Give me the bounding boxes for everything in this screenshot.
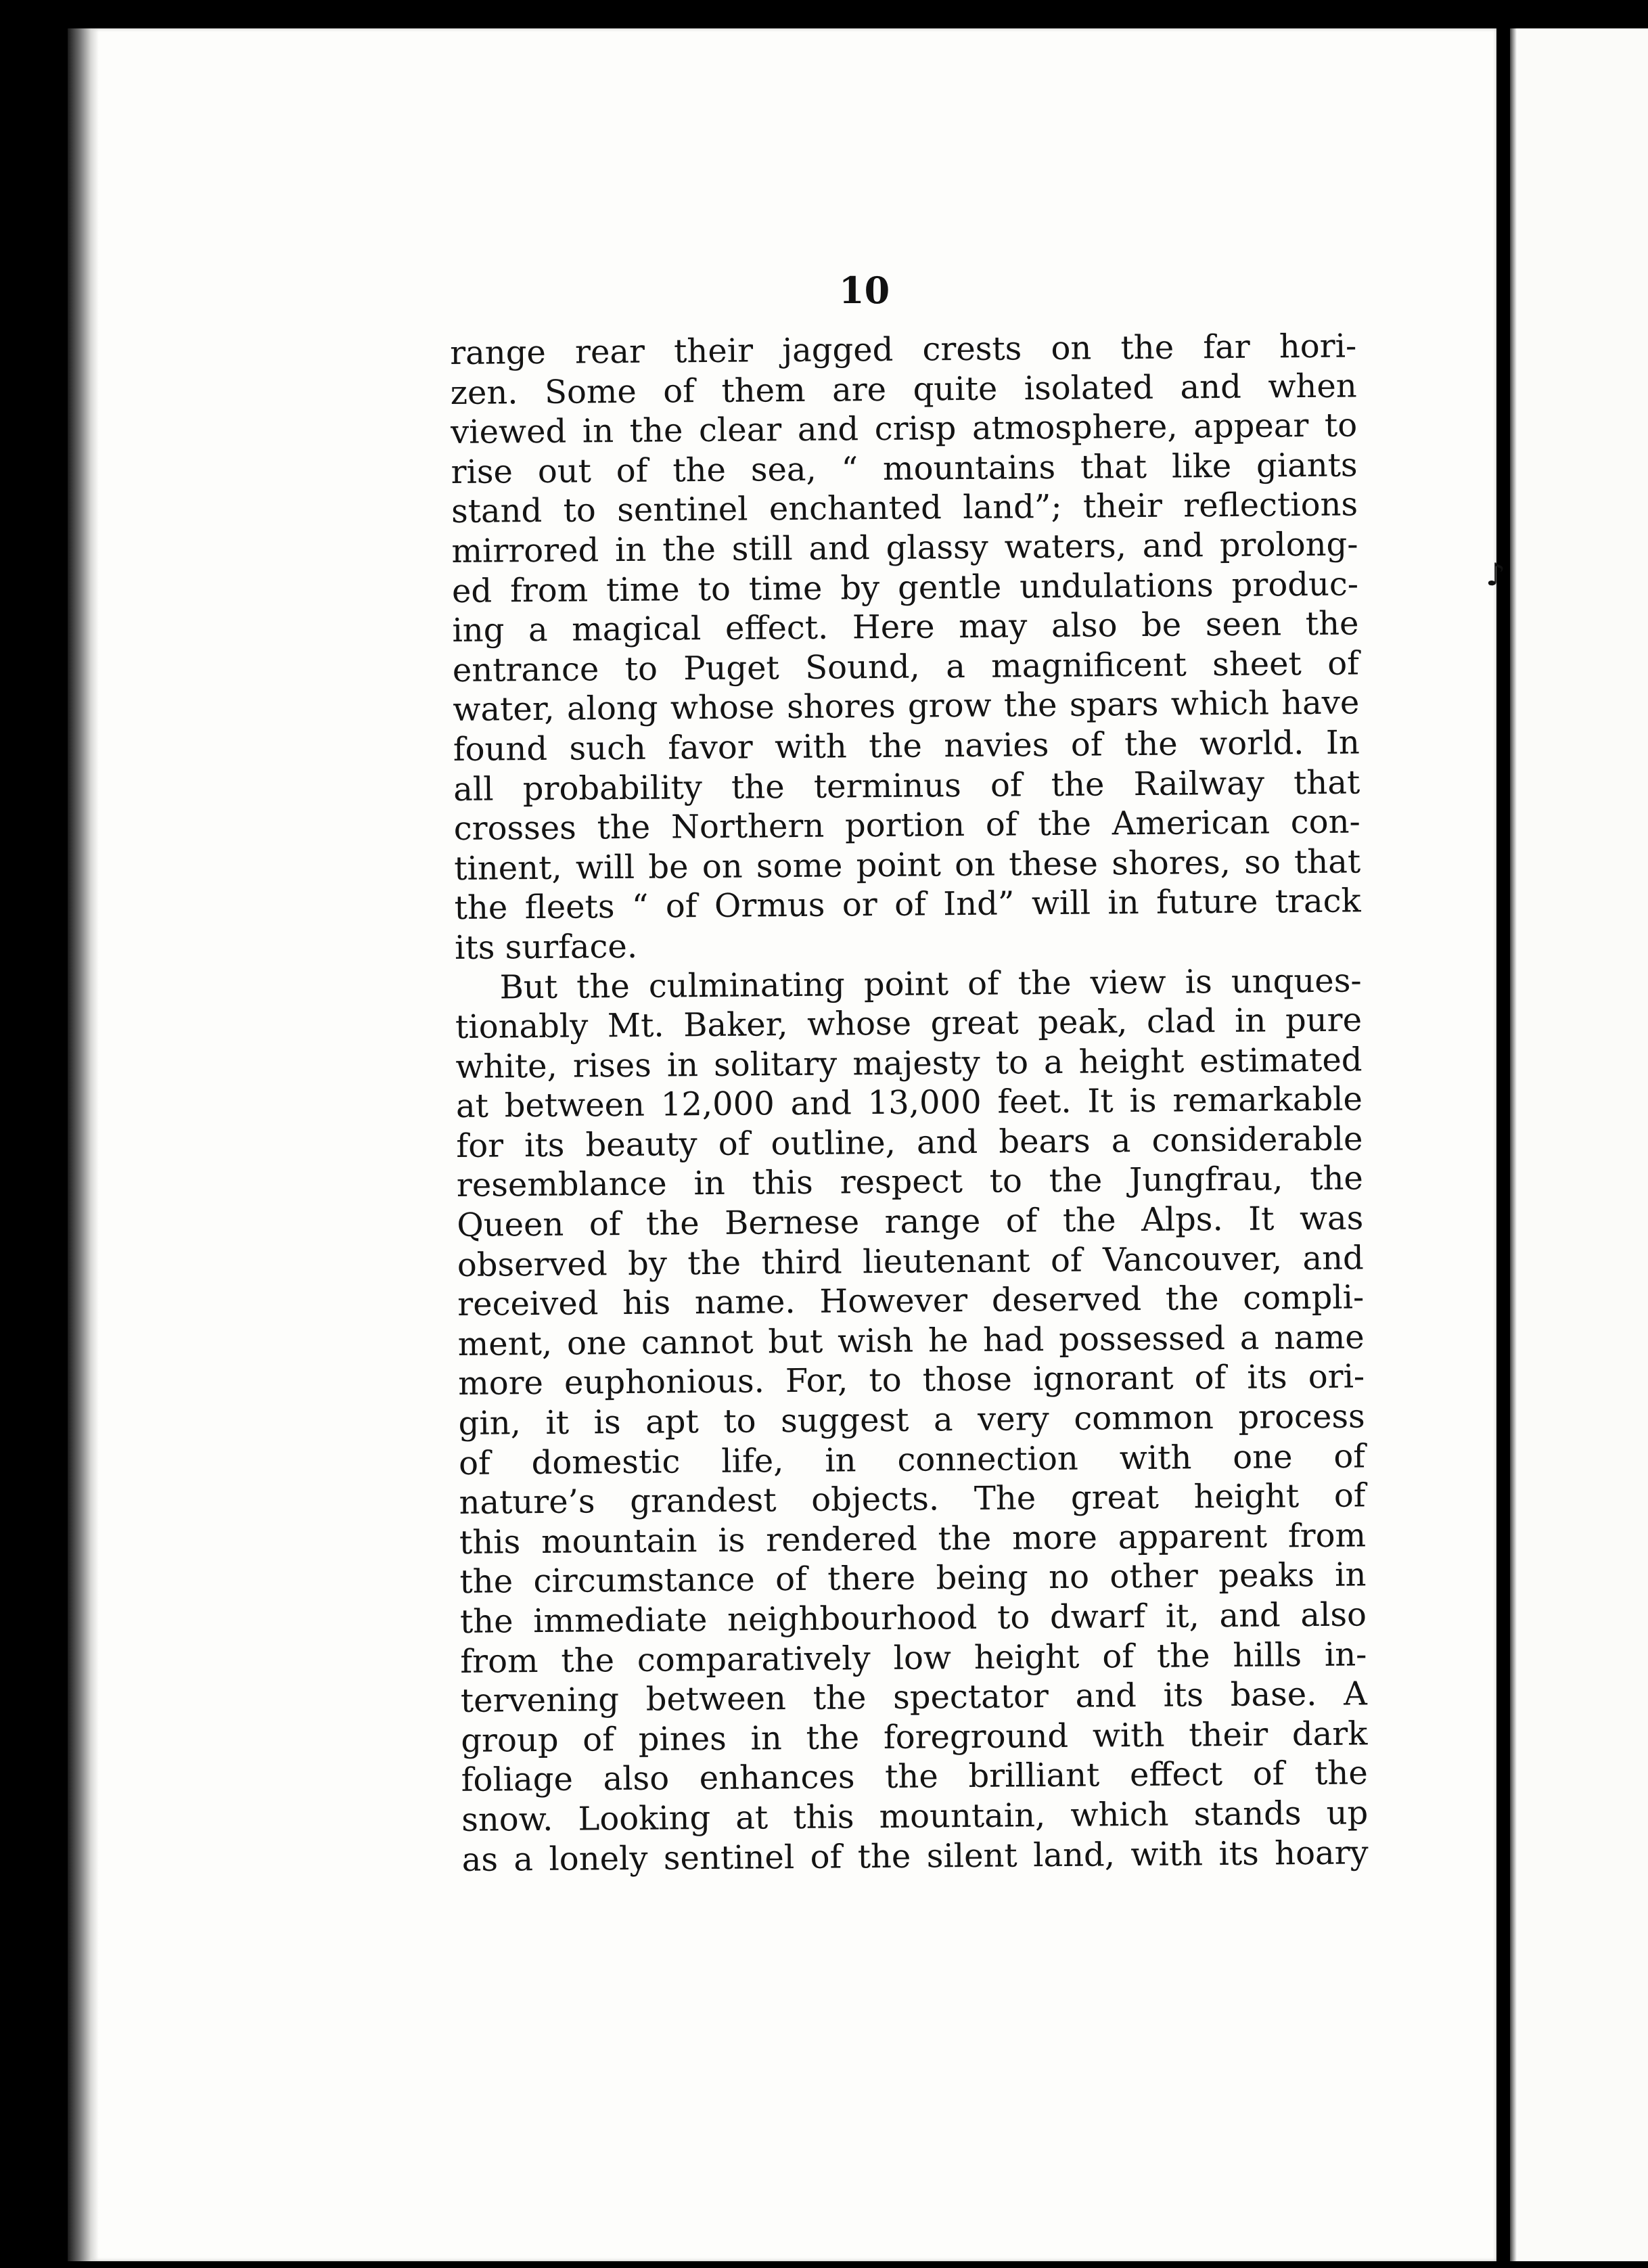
- text-line: the fleets “ of Ormus or of Ind” will in future track: [454, 882, 1361, 928]
- body-text: [450, 326, 1369, 1880]
- text-line: at between 12,000 and 13,000 feet. It is remarkable: [455, 1080, 1363, 1126]
- text-line: stand to sentinel enchanted land”; their reflections: [451, 485, 1358, 531]
- adjacent-page: [1510, 28, 1648, 2261]
- text-line: the immediate neighbourhood to dwarf it, and also: [459, 1595, 1367, 1641]
- text-line: snow. Looking at this mountain, which stands up: [461, 1794, 1369, 1839]
- text-line: from the comparatively low height of the hills in-: [460, 1635, 1367, 1681]
- text-line: this mountain is rendered the more apparent from: [459, 1516, 1367, 1562]
- text-line: the circumstance of there being no other peaks in: [459, 1556, 1367, 1602]
- text-line: its surface.: [454, 927, 638, 967]
- text-line: range rear their jagged crests on the far hori-: [450, 327, 1357, 372]
- text-line: of domestic life, in connection with one of: [458, 1437, 1366, 1482]
- text-line: as a lonely sentinel of the silent land, with its hoary: [461, 1833, 1369, 1879]
- text-line: observed by the third lieutenant of Vancouver, and: [457, 1239, 1364, 1284]
- text-line: found such favor with the navies of the world. In: [453, 723, 1360, 769]
- text-line: ed from time to time by gentle undulations produc-: [451, 565, 1359, 610]
- text-line: all probability the terminus of the Railway that: [453, 763, 1360, 809]
- binding-shadow: [68, 28, 99, 2261]
- text-line: zen. Some of them are quite isolated and when: [450, 367, 1357, 412]
- text-line: resemblance in this respect to the Jungfrau, the: [456, 1159, 1364, 1205]
- text-line: group of pines in the foreground with their dark: [461, 1715, 1368, 1760]
- text-line: for its beauty of outline, and bears a considerable: [456, 1120, 1363, 1165]
- text-line: entrance to Puget Sound, a magnificent sheet of: [452, 644, 1360, 689]
- text-line: mirrored in the still and glassy waters, and prolong-: [451, 525, 1358, 570]
- text-line: received his name. However deserved the compli-: [457, 1278, 1365, 1324]
- text-line: tervening between the spectator and its base. A: [460, 1675, 1368, 1721]
- text-line: Queen of the Bernese range of the Alps. It was: [457, 1199, 1364, 1245]
- text-line: gin, it is apt to suggest a very common process: [458, 1397, 1365, 1443]
- text-line: more euphonious. For, to those ignorant of its ori-: [457, 1357, 1365, 1403]
- text-line: viewed in the clear and crisp atmosphere, appear to: [450, 406, 1358, 452]
- text-line: nature’s grandest objects. The great height of: [459, 1476, 1366, 1522]
- text-line: tinent, will be on some point on these shores, so that: [453, 842, 1361, 888]
- text-line: tionably Mt. Baker, whose great peak, clad in pure: [455, 1001, 1363, 1047]
- text-line: But the culminating point of the view is unques-: [499, 961, 1362, 1006]
- margin-mark: ♪: [1486, 556, 1506, 593]
- page-number: 10: [839, 269, 890, 312]
- text-line: water, along whose shores grow the spars which have: [453, 683, 1360, 729]
- text-line: foliage also enhances the brilliant effect of the: [461, 1754, 1368, 1800]
- text-line: rise out of the sea, “ mountains that like giants: [451, 446, 1358, 491]
- text-line: white, rises in solitary majesty to a height estimated: [455, 1041, 1363, 1086]
- adjacent-page-edge: [1510, 28, 1517, 2261]
- text-line: ing a magical effect. Here may also be seen the: [452, 604, 1359, 650]
- text-line: ment, one cannot but wish he had possessed a name: [457, 1318, 1365, 1363]
- text-line: crosses the Northern portion of the American con-: [453, 802, 1360, 848]
